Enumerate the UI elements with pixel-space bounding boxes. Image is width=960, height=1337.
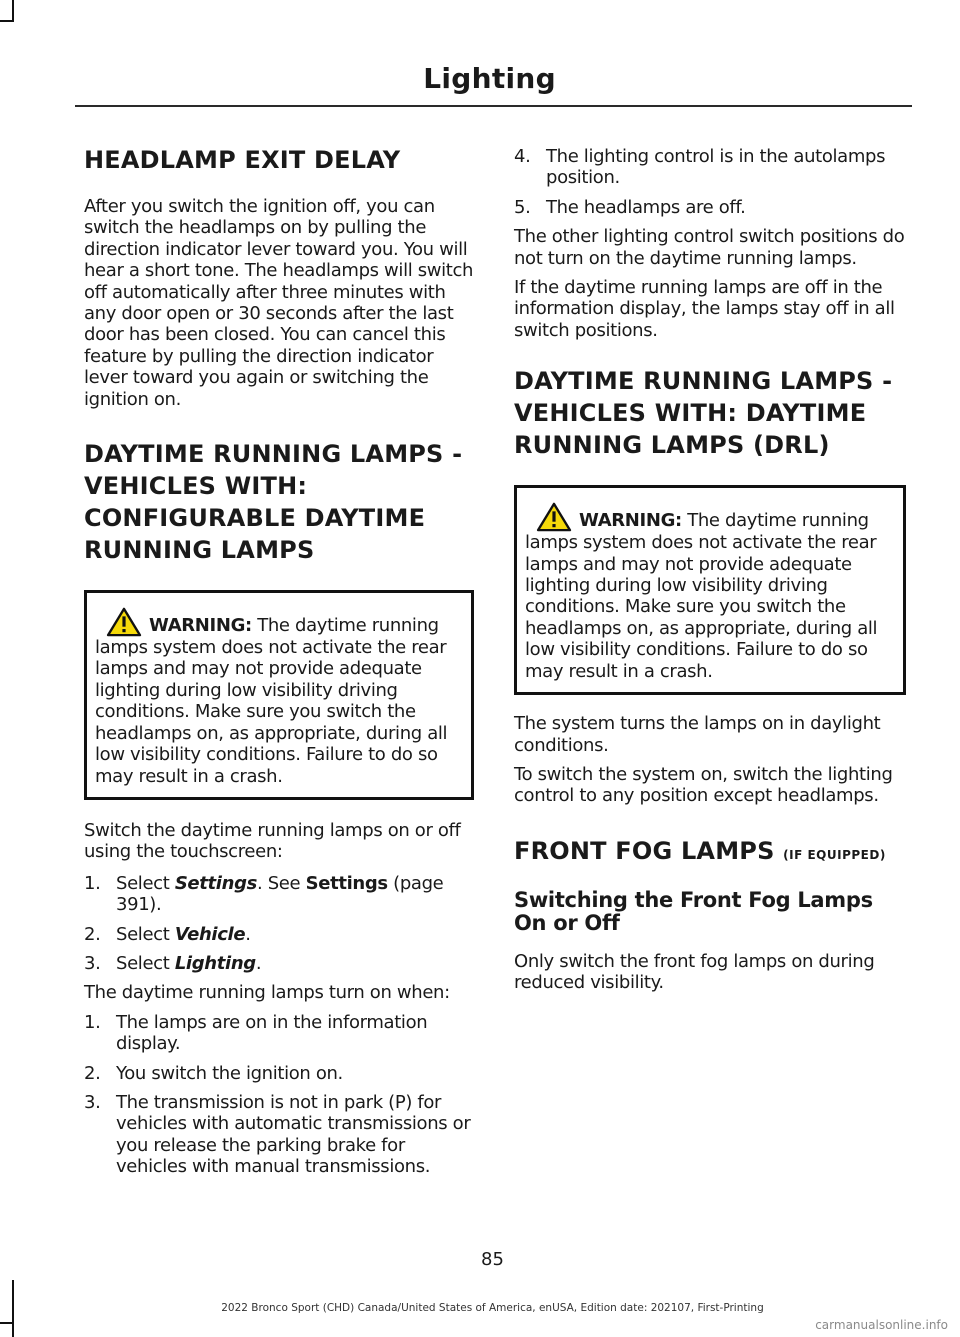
fog-lamps-body: Only switch the front fog lamps on during reduced visibility. — [514, 950, 875, 994]
right-column — [514, 146, 906, 994]
drl-off-note: If the daytime running lamps are off in the information display, the lamps stay off in all switch positions. — [514, 277, 895, 341]
title-line: VEHICLES WITH: DAYTIME — [514, 399, 867, 428]
if-equipped-label: (IF EQUIPPED) — [783, 847, 886, 862]
header-divider — [75, 105, 912, 107]
title-line: CONFIGURABLE DAYTIME — [84, 504, 426, 533]
settings-page-reference[interactable]: Settings — [305, 872, 388, 894]
warning-box — [514, 485, 906, 695]
crop-mark — [0, 20, 14, 22]
warning-triangle-icon — [535, 502, 573, 532]
daylight-note: The system turns the lamps on in daylight conditions. — [514, 713, 881, 756]
drl-conditions-list — [84, 1012, 474, 1178]
footer-edition-info: 2022 Bronco Sport (CHD) Canada/United States of America, enUSA, Edition date: 202107, First-Printing — [221, 1302, 764, 1314]
warning-message: The daytime running lamps system does not activate the rear lamps and may not provide adequate lighting during low visibility driving conditions. Make sure you switch the headlamps on, as appropriate, during all low visibility conditions. Failure to do so may result in a crash. — [525, 510, 878, 682]
section-title-front-fog-lamps: FRONT FOG LAMPS (IF EQUIPPED) — [514, 836, 886, 865]
warning-text — [525, 502, 895, 682]
warning-label: WARNING: — [149, 615, 252, 637]
list-item: 2. You switch the ignition on. — [84, 1062, 343, 1084]
other-positions-note: The other lighting control switch positions do not turn on the daytime running lamps. — [514, 226, 905, 269]
warning-label: WARNING: — [579, 510, 682, 532]
warning-box — [84, 590, 474, 800]
section-title-configurable-drl — [84, 440, 474, 564]
list-item: 3. Select Lighting. — [84, 952, 262, 974]
settings-steps — [84, 873, 474, 975]
title-line: DAYTIME RUNNING LAMPS - — [84, 440, 463, 469]
settings-link[interactable]: Settings — [174, 872, 257, 894]
list-item: 1. The lamps are on in the information display. — [84, 1011, 428, 1055]
warning-triangle-icon — [105, 607, 143, 637]
list-item: 1. Select Settings. See Settings (page 391). — [84, 872, 444, 916]
page-number: 85 — [481, 1249, 504, 1270]
lighting-link[interactable]: Lighting — [174, 952, 256, 974]
warning-message: The daytime running lamps system does not activate the rear lamps and may not provide adequate lighting during low visibility driving conditions. Make sure you switch the headlamps on, as appropriate, during all low visibility conditions. Failure to do so may result in a crash. — [95, 615, 448, 787]
section-title-drl — [514, 367, 906, 459]
list-item: 2. Select Vehicle. — [84, 923, 251, 945]
list-item: 3. The transmission is not in park (P) for vehicles with automatic transmissions or you release the parking brake for vehicles with manual transmissions. — [84, 1091, 471, 1178]
crop-mark — [0, 1322, 14, 1324]
list-item: 4. The lighting control is in the autolamps position. — [514, 146, 886, 189]
page-title: Lighting — [423, 62, 556, 95]
switch-on-note: To switch the system on, switch the lighting control to any position except headlamps. — [514, 763, 893, 807]
watermark: carmanualsonline.info — [815, 1318, 948, 1332]
touchscreen-intro: Switch the daytime running lamps on or off using the touchscreen: — [84, 819, 461, 863]
drl-conditions-list-continued — [514, 146, 906, 218]
headlamp-exit-delay-body: After you switch the ignition off, you can switch the headlamps on by pulling the direction indicator lever toward you. You will hear a short tone. The headlamps will switch off automatically after three minutes with any door open or 30 seconds after the last door has been closed. You can cancel this feature by pulling the direction indicator lever toward you again or switching the ignition on. — [84, 196, 474, 410]
warning-text — [95, 607, 463, 787]
crop-mark — [12, 0, 14, 22]
list-item: 5. The headlamps are off. — [514, 196, 746, 218]
subsection-title-fog-switching: Switching the Front Fog Lamps On or Off — [514, 887, 873, 935]
drl-conditions-intro: The daytime running lamps turn on when: — [84, 982, 450, 1004]
left-column — [84, 146, 474, 1178]
title-line: RUNNING LAMPS (DRL) — [514, 431, 830, 460]
title-line: VEHICLES WITH: — [84, 472, 308, 501]
vehicle-link[interactable]: Vehicle — [174, 923, 246, 945]
section-title-headlamp-exit-delay: HEADLAMP EXIT DELAY — [84, 146, 401, 174]
title-line: DAYTIME RUNNING LAMPS - — [514, 367, 893, 396]
title-line: RUNNING LAMPS — [84, 536, 315, 565]
